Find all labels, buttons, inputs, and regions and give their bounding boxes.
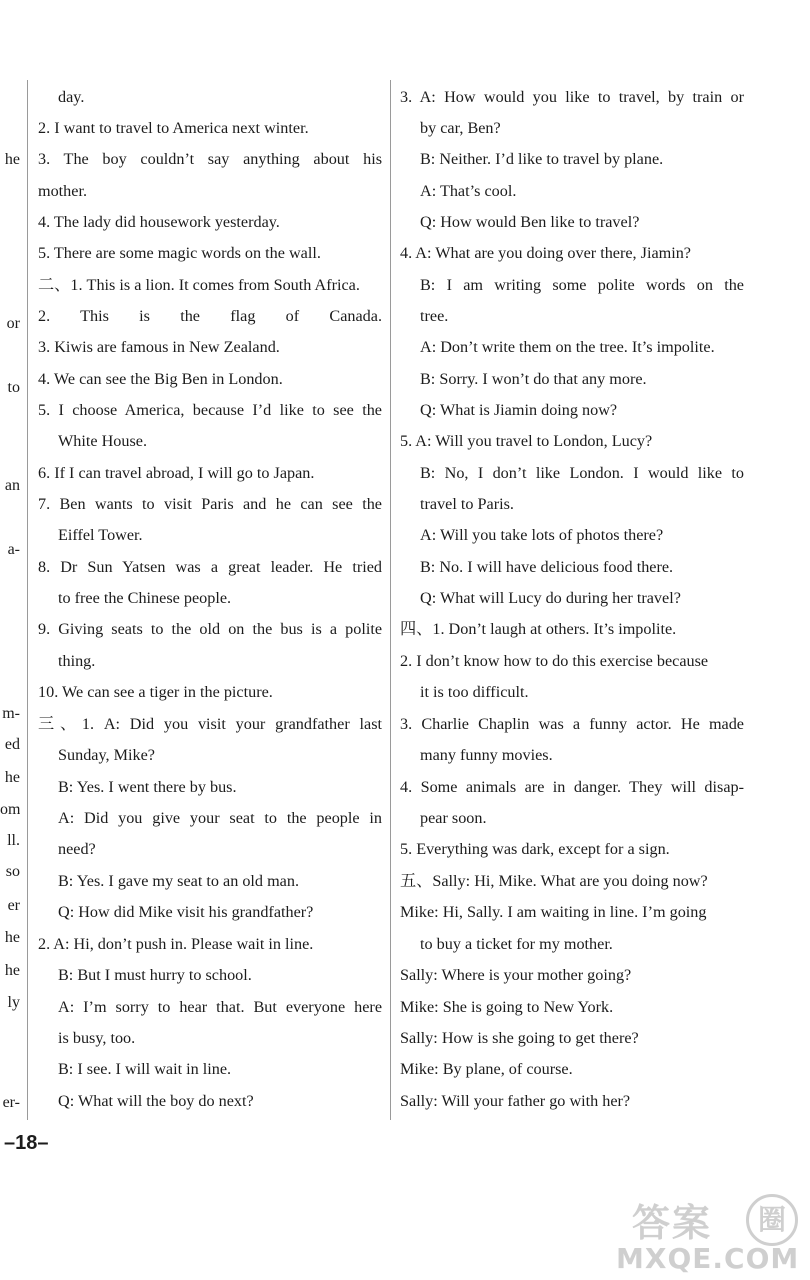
left-column-line: 2. This is the flag of Canada.: [38, 307, 382, 325]
right-column-line: 3. Charlie Chaplin was a funny actor. He made: [400, 715, 744, 733]
left-column-line: is busy, too.: [58, 1029, 136, 1047]
right-column-line: by car, Ben?: [420, 119, 501, 137]
right-column-line: A: Don’t write them on the tree. It’s impolite.: [420, 338, 715, 356]
right-column-line: 5. Everything was dark, except for a sign.: [400, 840, 670, 858]
left-column-line: 6. If I can travel abroad, I will go to Japan.: [38, 464, 315, 482]
left-column-line: Q: What will the boy do next?: [58, 1092, 254, 1110]
clipped-text-fragment: a-: [7, 541, 20, 558]
clipped-text-fragment: an: [4, 477, 20, 494]
left-column-line: A: Did you give your seat to the people in: [58, 809, 382, 827]
right-column-line: Q: What is Jiamin doing now?: [420, 401, 618, 419]
left-column-line: 7. Ben wants to visit Paris and he can see the: [38, 495, 382, 513]
left-column-line: Eiffel Tower.: [58, 526, 143, 544]
left-column-line: 9. Giving seats to the old on the bus is a polite: [38, 620, 382, 638]
right-column-line: B: Sorry. I won’t do that any more.: [420, 370, 647, 388]
right-column-line: 4. A: What are you doing over there, Jiamin?: [400, 244, 691, 262]
right-column-line: Sally: How is she going to get there?: [400, 1029, 639, 1047]
clipped-text-fragment: he: [4, 962, 20, 979]
left-margin-rule: [27, 80, 28, 1120]
right-column-line: 5. A: Will you travel to London, Lucy?: [400, 432, 653, 450]
clipped-text-fragment: ll.: [7, 832, 20, 849]
left-column-line: to free the Chinese people.: [58, 589, 232, 607]
right-column-line: Sally: Will your father go with her?: [400, 1092, 631, 1110]
watermark-badge: 圈: [746, 1194, 798, 1246]
right-column-line: 五、Sally: Hi, Mike. What are you doing now?: [400, 872, 708, 890]
left-column-line: 8. Dr Sun Yatsen was a great leader. He tried: [38, 558, 382, 576]
left-column-line: A: I’m sorry to hear that. But everyone here: [58, 998, 382, 1016]
right-column-line: A: That’s cool.: [420, 182, 517, 200]
clipped-text-fragment: so: [5, 863, 20, 880]
clipped-text-fragment: om: [0, 801, 20, 818]
right-column-line: 2. I don’t know how to do this exercise because: [400, 652, 709, 670]
right-column-line: B: No, I don’t like London. I would like to: [420, 464, 744, 482]
left-column-line: 5. There are some magic words on the wall.: [38, 244, 321, 262]
right-column-line: Mike: By plane, of course.: [400, 1060, 573, 1078]
left-column-line: B: But I must hurry to school.: [58, 966, 252, 984]
clipped-text-fragment: he: [4, 769, 20, 786]
left-column-line: B: Yes. I went there by bus.: [58, 778, 237, 796]
right-column-line: Mike: Hi, Sally. I am waiting in line. I’m going: [400, 903, 707, 921]
column-divider: [390, 80, 391, 1120]
left-column-line: 三、1. A: Did you visit your grandfather last: [38, 715, 382, 733]
left-column-line: Q: How did Mike visit his grandfather?: [58, 903, 314, 921]
page-number: –18–: [4, 1132, 49, 1154]
watermark-url: MXQE.COM: [616, 1242, 800, 1275]
left-column-line: 3. Kiwis are famous in New Zealand.: [38, 338, 280, 356]
right-column-line: many funny movies.: [420, 746, 553, 764]
right-column-line: A: Will you take lots of photos there?: [420, 526, 664, 544]
left-column-line: need?: [58, 840, 96, 858]
right-column-line: Q: What will Lucy do during her travel?: [420, 589, 681, 607]
left-column-line: mother.: [38, 182, 88, 200]
left-column-line: 3. The boy couldn’t say anything about his: [38, 150, 382, 168]
clipped-text-fragment: to: [7, 379, 20, 396]
clipped-text-fragment: he: [4, 929, 20, 946]
right-column-line: Sally: Where is your mother going?: [400, 966, 632, 984]
clipped-text-fragment: ly: [7, 994, 20, 1011]
left-column-line: 4. The lady did housework yesterday.: [38, 213, 280, 231]
left-column-line: 二、1. This is a lion. It comes from South Africa.: [38, 276, 360, 294]
right-column-line: travel to Paris.: [420, 495, 514, 513]
left-column-line: B: I see. I will wait in line.: [58, 1060, 232, 1078]
watermark-logo: [602, 1192, 802, 1274]
clipped-text-fragment: er-: [2, 1094, 20, 1111]
right-column-line: B: No. I will have delicious food there.: [420, 558, 674, 576]
right-column-line: 四、1. Don’t laugh at others. It’s impolite.: [400, 620, 677, 638]
right-column-line: it is too difficult.: [420, 683, 529, 701]
left-column-line: White House.: [58, 432, 148, 450]
left-column-line: B: Yes. I gave my seat to an old man.: [58, 872, 299, 890]
left-column-line: thing.: [58, 652, 96, 670]
left-column-line: 10. We can see a tiger in the picture.: [38, 683, 273, 701]
right-column-line: 4. Some animals are in danger. They will disap-: [400, 778, 744, 796]
watermark-top-text: 答案: [631, 1201, 712, 1245]
right-column-line: B: I am writing some polite words on the: [420, 276, 744, 294]
right-column-line: Mike: She is going to New York.: [400, 998, 614, 1016]
right-column-line: 3. A: How would you like to travel, by train or: [400, 88, 744, 106]
clipped-text-fragment: ed: [4, 736, 20, 753]
right-column-line: tree.: [420, 307, 449, 325]
left-column-line: 4. We can see the Big Ben in London.: [38, 370, 283, 388]
clipped-text-fragment: he: [4, 151, 20, 168]
right-column-line: to buy a ticket for my mother.: [420, 935, 613, 953]
right-column-line: Q: How would Ben like to travel?: [420, 213, 640, 231]
clipped-text-fragment: or: [6, 315, 20, 332]
clipped-text-fragment: m-: [2, 705, 20, 722]
left-column-line: 5. I choose America, because I’d like to see the: [38, 401, 382, 419]
left-column-line: 2. A: Hi, don’t push in. Please wait in line.: [38, 935, 314, 953]
right-column-line: B: Neither. I’d like to travel by plane.: [420, 150, 664, 168]
clipped-text-fragment: er: [7, 897, 20, 914]
left-column-line: Sunday, Mike?: [58, 746, 155, 764]
left-column-line: 2. I want to travel to America next winter.: [38, 119, 309, 137]
left-column-line: day.: [58, 88, 85, 106]
right-column-line: pear soon.: [420, 809, 487, 827]
